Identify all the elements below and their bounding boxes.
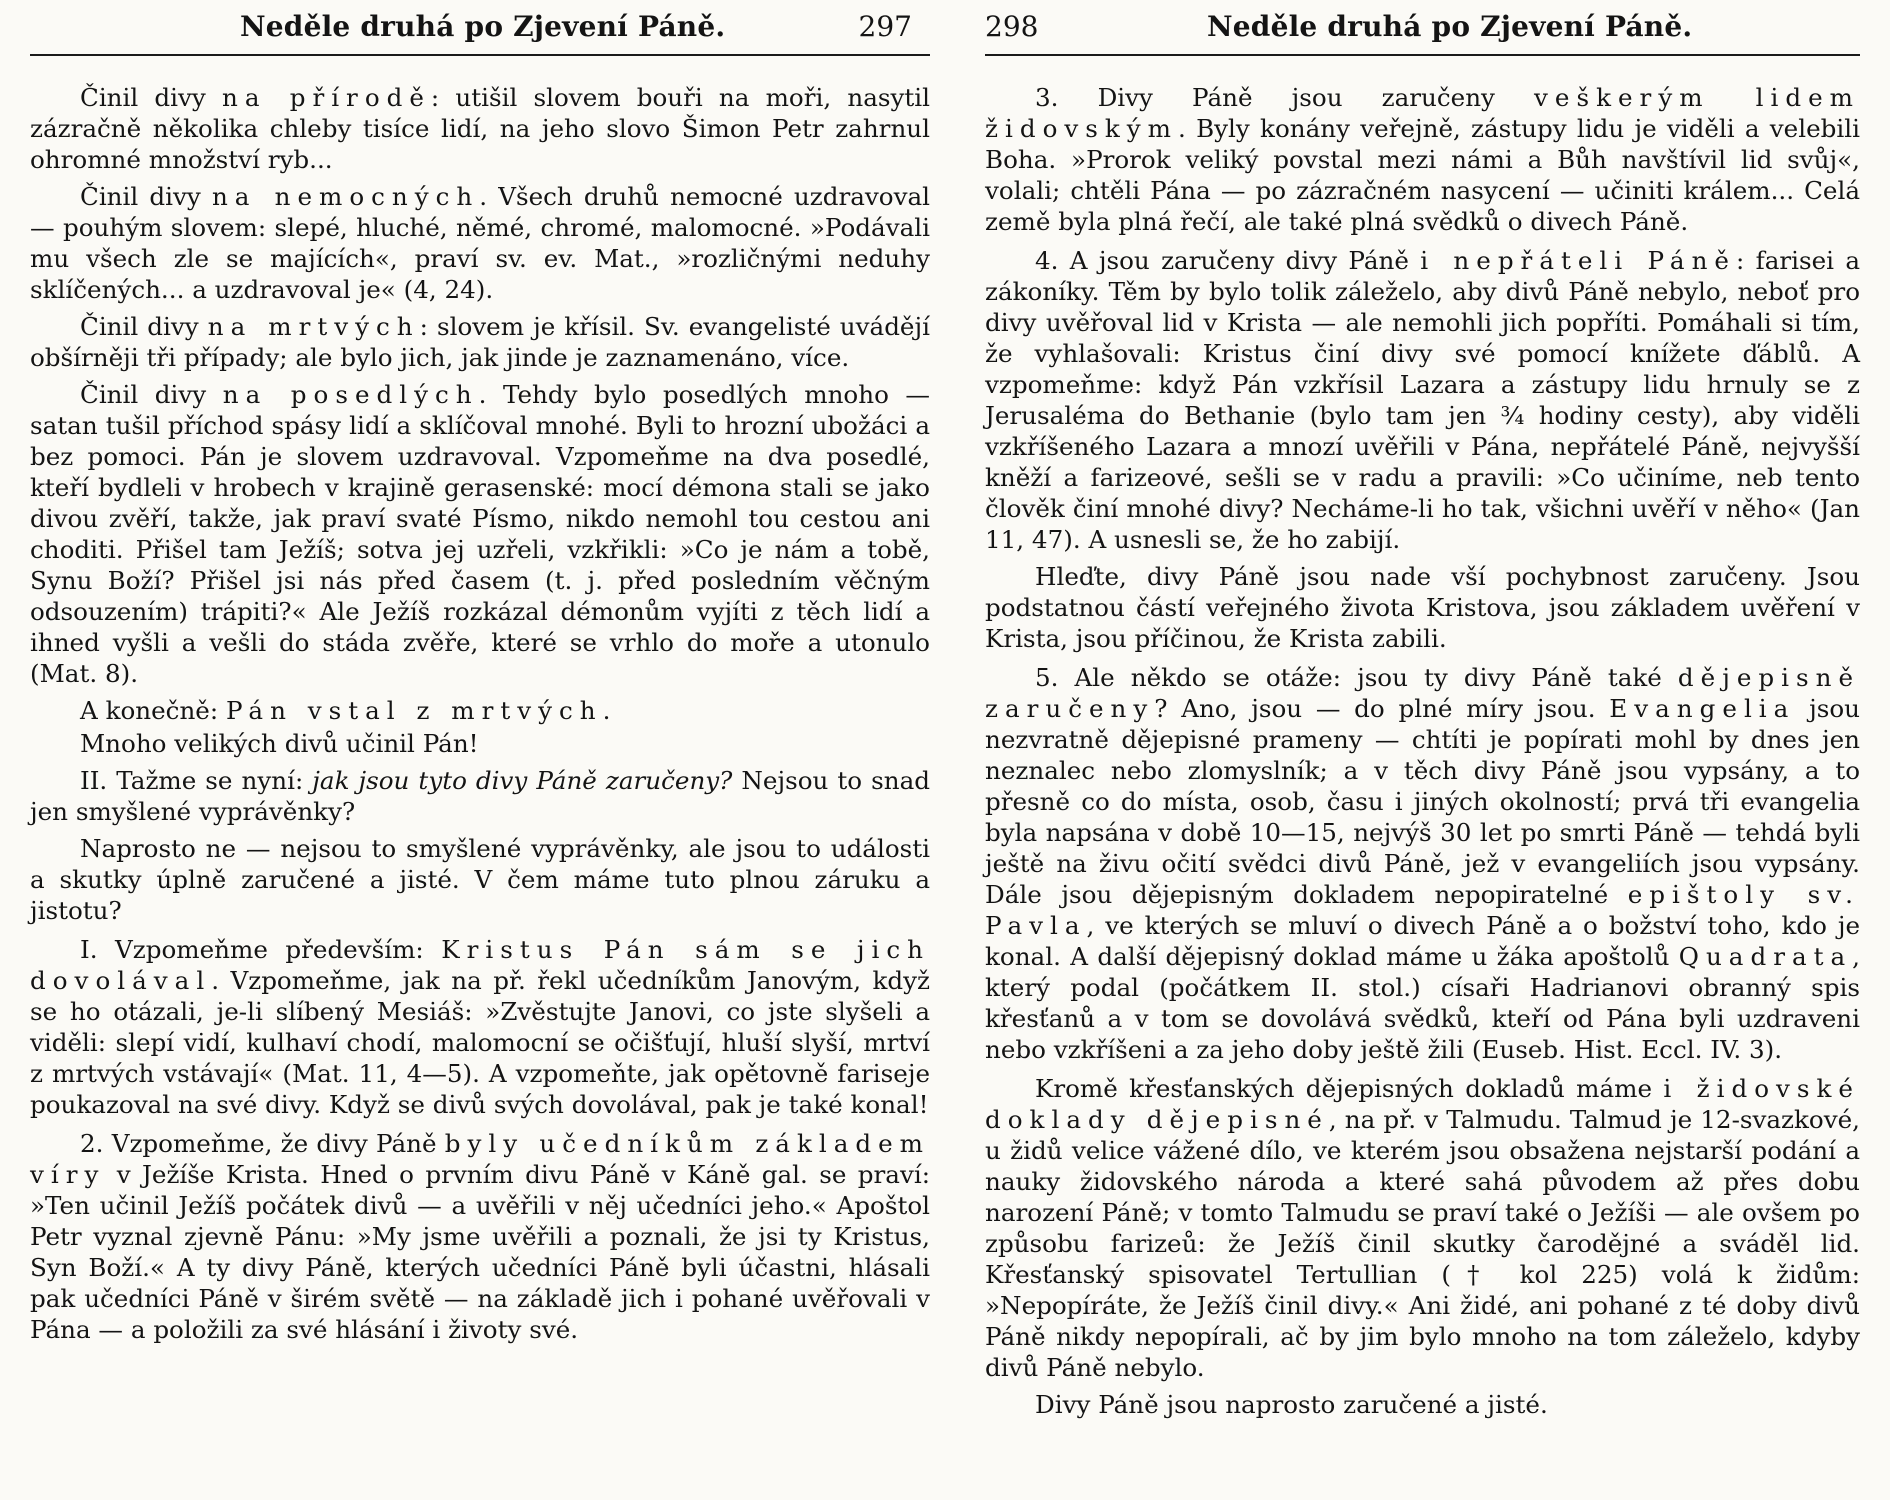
right-page [985,0,1860,1500]
paragraph: Činil divy na mrtvých: slovem je křísil. Sv. evangelisté uvádějí obšírněji tři případy; ale bylo jich, jak jinde je zaznamenáno, více. [30,312,930,372]
left-header-title: Neděle druhá po Zjevení Páně. [240,10,726,43]
paragraph: Činil divy na přírodě: utišil slovem bouři na moři, nasytil zázračně několika chleby tisíce lidí, na jeho slovo Šimon Petr zahrnul ohromné množství ryb... [30,83,930,174]
left-body-text [30,82,930,1345]
paragraph: A konečně: Pán vstal z mrtvých. [80,696,611,725]
paragraph: II. Tažme se nyní: jak jsou tyto divy Páně zaručeny? Nejsou to snad jen smyšlené vyprávěnky? [30,766,930,826]
paragraph: Hleďte, divy Páně jsou nade vší pochybnost zaručeny. Jsou podstatnou částí veřejného života Kristova, jsou základem uvěření v Krista, jsou příčinou, že Krista zabili. [985,562,1860,653]
paragraph: I. Vzpomeňme především: Kristus Pán sám se jich dovolával. Vzpomeňme, jak na př. řekl učedníkům Janovým, když se ho otázali, je-li slíbený Mesiáš: »Zvěstujte Janovi, co jste slyšeli a viděli: slepí vidí, kulhaví chodí, malomocní se očišťují, hluší slyší, mrtví z mrtvých vstávají« (Mat. 11, 4—5). A vzpomeňte, jak opětovně fariseje poukazoval na své divy. Když se divů svých dovolával, pak je také konal! [30,935,931,1119]
left-running-head [30,8,930,56]
left-page-number: 297 [858,10,912,43]
right-header-title: Neděle druhá po Zjevení Páně. [1207,10,1693,43]
paragraph: Divy Páně jsou naprosto zaručené a jisté. [1035,1390,1548,1419]
right-page-number: 298 [985,10,1039,43]
paragraph: 3. Divy Páně jsou zaručeny veškerým lidem židovským. Byly konány veřejně, zástupy lidu je viděli a velebili Boha. »Prorok veliký povstal mezi námi a Bůh navštívil lid svůj«, volali; chtěli Pána — po zázračném nasycení — učiniti králem... Celá země byla plná řečí, ale také plná svědků o divech Páně. [985,83,1860,236]
right-body-text [985,82,1860,1420]
paragraph: Mnoho velikých divů učinil Pán! [80,729,479,758]
right-running-head [985,8,1860,56]
paragraph: Kromě křesťanských dějepisných dokladů máme i židovské doklady dějepisné, na př. v Talmudu. Talmud je 12-svazkové, u židů velice vážené dílo, ve kterém jsou obsažena nejstarší podání a nauky židovského národa a které sahá původem až přes dobu narození Páně; v tomto Talmudu se praví také o Ježíši — ale ovšem po způsobu farizeů: že Ježíš činil skutky čarodějné a sváděl lid. Křesťanský spisovatel Tertullian († kol 225) volá k židům: »Nepopíráte, že Ježíš činil divy.« Ani židé, ani pohané z té doby divů Páně nikdy nepopírali, ač by jim bylo mnoho na tom záleželo, kdyby divů Páně nebylo. [985,1074,1860,1382]
paragraph: Činil divy na nemocných. Všech druhů nemocné uzdravoval — pouhým slovem: slepé, hluché, němé, chromé, malomocné. »Podávali mu všech zle se majících«, praví sv. ev. Mat., »rozličnými neduhy sklíčených... a uzdravoval je« (4, 24). [30,182,930,304]
paragraph: Naprosto ne — nejsou to smyšlené vyprávěnky, ale jsou to události a skutky úplně zaručené a jisté. V čem máme tuto plnou záruku a jistotu? [30,834,930,925]
paragraph: 2. Vzpomeňme, že divy Páně byly učedníkům základem víry v Ježíše Krista. Hned o prvním divu Páně v Káně gal. se praví: »Ten učinil Ježíš počátek divů — a uvěřili v něj učedníci jeho.« Apoštol Petr vyznal zjevně Pánu: »My jsme uvěřili a poznali, že jsi ty Kristus, Syn Boží.« A ty divy Páně, kterých učedníci Páně byli účastni, hlásali pak učedníci Páně v širém světě — na základě jich i pohané uvěřovali v Pána — a položili za své hlásání i životy své. [30,1129,930,1344]
paragraph: 5. Ale někdo se otáže: jsou ty divy Páně také dějepisně zaručeny? Ano, jsou — do plné míry jsou. Evangelia jsou nezvratně dějepisné prameny — chtíti je popírati mohl by dnes jen neznalec nebo zlomyslník; a v těch divy Páně jsou vypsány, a to přesně co do místa, osob, času i jiných okolností; prvá tři evangelia byla napsána v době 10—15, nejvýš 30 let po smrti Páně — tehdá byli ještě na živu očití svědci divů Páně, jež v evangeliích jsou vypsány. Dále jsou dějepisným dokladem nepopiratelné epištoly sv. Pavla, ve kterých se mluví o divech Páně a o božství toho, kdo je konal. A další dějepisný doklad máme u žáka apoštolů Quadrata, který podal (počátkem II. stol.) císaři Hadrianovi obranný spis křesťanů a v tom se dovolává svědků, kteří od Pána byli uzdraveni nebo vzkříšeni a za jeho doby ještě žili (Euseb. Hist. Eccl. IV. 3). [985,663,1860,1064]
paragraph: 4. A jsou zaručeny divy Páně i nepřáteli Páně: farisei a zákoníky. Těm by bylo tolik záleželo, aby divů Páně nebylo, neboť pro divy uvěřoval lid v Krista — ale nemohli jich popříti. Pomáhali si tím, že vyhlašovali: Kristus činí divy své pomocí knížete ďáblů. A vzpomeňme: když Pán vzkřísil Lazara a zástupy lidu hrnuly se z Jerusaléma do Bethanie (bylo tam jen ¾ hodiny cesty), aby viděli vzkříšeného Lazara a mnozí uvěřili v Pána, nepřátelé Páně, nejvyšší kněží a farizeové, sešli se v radu a pravili: »Co učiníme, neb tento člověk činí mnohé divy? Necháme-li ho tak, všichni uvěří v něho« (Jan 11, 47). A usnesli se, že ho zabijí. [985,246,1861,554]
paragraph: Činil divy na posedlých. Tehdy bylo posedlých mnoho — satan tušil příchod spásy lidí a sklíčoval mnohé. Byli to hrozní ubožáci a bez pomoci. Pán je slovem uzdravoval. Vzpomeňme na dva posedlé, kteří bydleli v hrobech v krajině gerasenské: mocí démona stali se jako divou zvěří, takže, jak praví svaté Písmo, nikdo nemohl tou cestou ani choditi. Přišel tam Ježíš; sotva jej uzřeli, vzkřikli: »Co je nám a tobě, Synu Boží? Přišel jsi nás před časem (t. j. před posledním věčným odsouzením) trápiti?« Ale Ježíš rozkázal démonům vyjíti z těch lidí a ihned vyšli a vešli do stáda zvěře, které se vrhlo do moře a utonulo (Mat. 8). [30,380,930,688]
left-page [30,0,930,1500]
